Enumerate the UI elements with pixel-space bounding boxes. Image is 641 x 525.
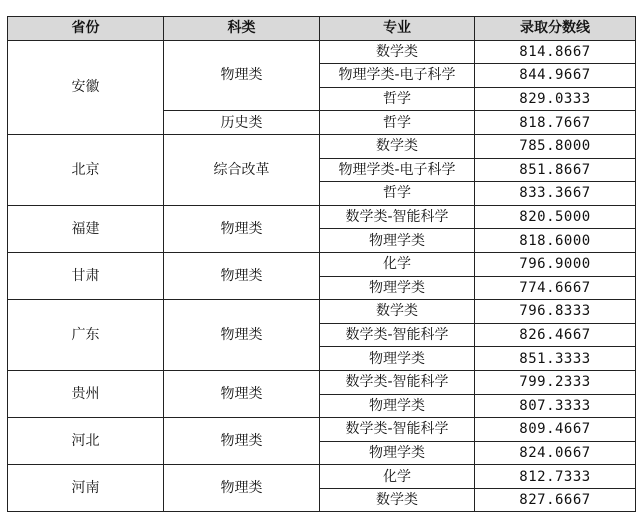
major-cell: 物理学类 xyxy=(320,276,475,300)
province-cell: 贵州 xyxy=(8,370,164,417)
major-cell: 物理学类 xyxy=(320,394,475,418)
score-cell: 796.9000 xyxy=(475,252,636,276)
score-cell: 818.7667 xyxy=(475,111,636,135)
score-cell: 799.2333 xyxy=(475,370,636,394)
province-cell: 安徽 xyxy=(8,40,164,134)
header-category: 科类 xyxy=(164,17,320,41)
score-cell: 826.4667 xyxy=(475,323,636,347)
score-cell: 814.8667 xyxy=(475,40,636,64)
header-major: 专业 xyxy=(320,17,475,41)
table-row xyxy=(8,205,636,229)
province-cell: 甘肃 xyxy=(8,252,164,299)
major-cell: 数学类-智能科学 xyxy=(320,323,475,347)
table-row xyxy=(8,418,636,442)
category-cell: 物理类 xyxy=(164,252,320,299)
score-cell: 824.0667 xyxy=(475,441,636,465)
score-cell: 807.3333 xyxy=(475,394,636,418)
major-cell: 数学类-智能科学 xyxy=(320,205,475,229)
category-cell: 综合改革 xyxy=(164,134,320,205)
score-cell: 844.9667 xyxy=(475,64,636,88)
admission-score-table xyxy=(7,16,636,512)
category-cell: 物理类 xyxy=(164,40,320,111)
header-row xyxy=(8,17,636,41)
major-cell: 化学 xyxy=(320,465,475,489)
category-cell: 物理类 xyxy=(164,418,320,465)
province-cell: 河南 xyxy=(8,465,164,512)
header-score: 录取分数线 xyxy=(475,17,636,41)
score-cell: 809.4667 xyxy=(475,418,636,442)
major-cell: 数学类 xyxy=(320,300,475,324)
score-cell: 812.7333 xyxy=(475,465,636,489)
category-cell: 物理类 xyxy=(164,465,320,512)
score-cell: 818.6000 xyxy=(475,229,636,253)
score-cell: 833.3667 xyxy=(475,182,636,206)
major-cell: 哲学 xyxy=(320,87,475,111)
score-cell: 851.3333 xyxy=(475,347,636,371)
major-cell: 物理学类 xyxy=(320,229,475,253)
province-cell: 福建 xyxy=(8,205,164,252)
major-cell: 哲学 xyxy=(320,111,475,135)
table-row xyxy=(8,465,636,489)
major-cell: 数学类 xyxy=(320,134,475,158)
category-cell: 物理类 xyxy=(164,205,320,252)
table-row xyxy=(8,370,636,394)
major-cell: 数学类 xyxy=(320,488,475,512)
major-cell: 数学类-智能科学 xyxy=(320,418,475,442)
major-cell: 物理学类-电子科学 xyxy=(320,158,475,182)
major-cell: 化学 xyxy=(320,252,475,276)
score-cell: 820.5000 xyxy=(475,205,636,229)
major-cell: 物理学类 xyxy=(320,441,475,465)
major-cell: 数学类-智能科学 xyxy=(320,370,475,394)
major-cell: 数学类 xyxy=(320,40,475,64)
province-cell: 河北 xyxy=(8,418,164,465)
table-row xyxy=(8,252,636,276)
score-cell: 827.6667 xyxy=(475,488,636,512)
category-cell: 物理类 xyxy=(164,300,320,371)
table-row xyxy=(8,40,636,64)
score-cell: 774.6667 xyxy=(475,276,636,300)
header-province: 省份 xyxy=(8,17,164,41)
table-row xyxy=(8,134,636,158)
province-cell: 北京 xyxy=(8,134,164,205)
major-cell: 哲学 xyxy=(320,182,475,206)
score-cell: 785.8000 xyxy=(475,134,636,158)
category-cell: 物理类 xyxy=(164,370,320,417)
major-cell: 物理学类 xyxy=(320,347,475,371)
score-cell: 851.8667 xyxy=(475,158,636,182)
score-cell: 796.8333 xyxy=(475,300,636,324)
province-cell: 广东 xyxy=(8,300,164,371)
category-cell: 历史类 xyxy=(164,111,320,135)
major-cell: 物理学类-电子科学 xyxy=(320,64,475,88)
table-row xyxy=(8,300,636,324)
score-cell: 829.0333 xyxy=(475,87,636,111)
